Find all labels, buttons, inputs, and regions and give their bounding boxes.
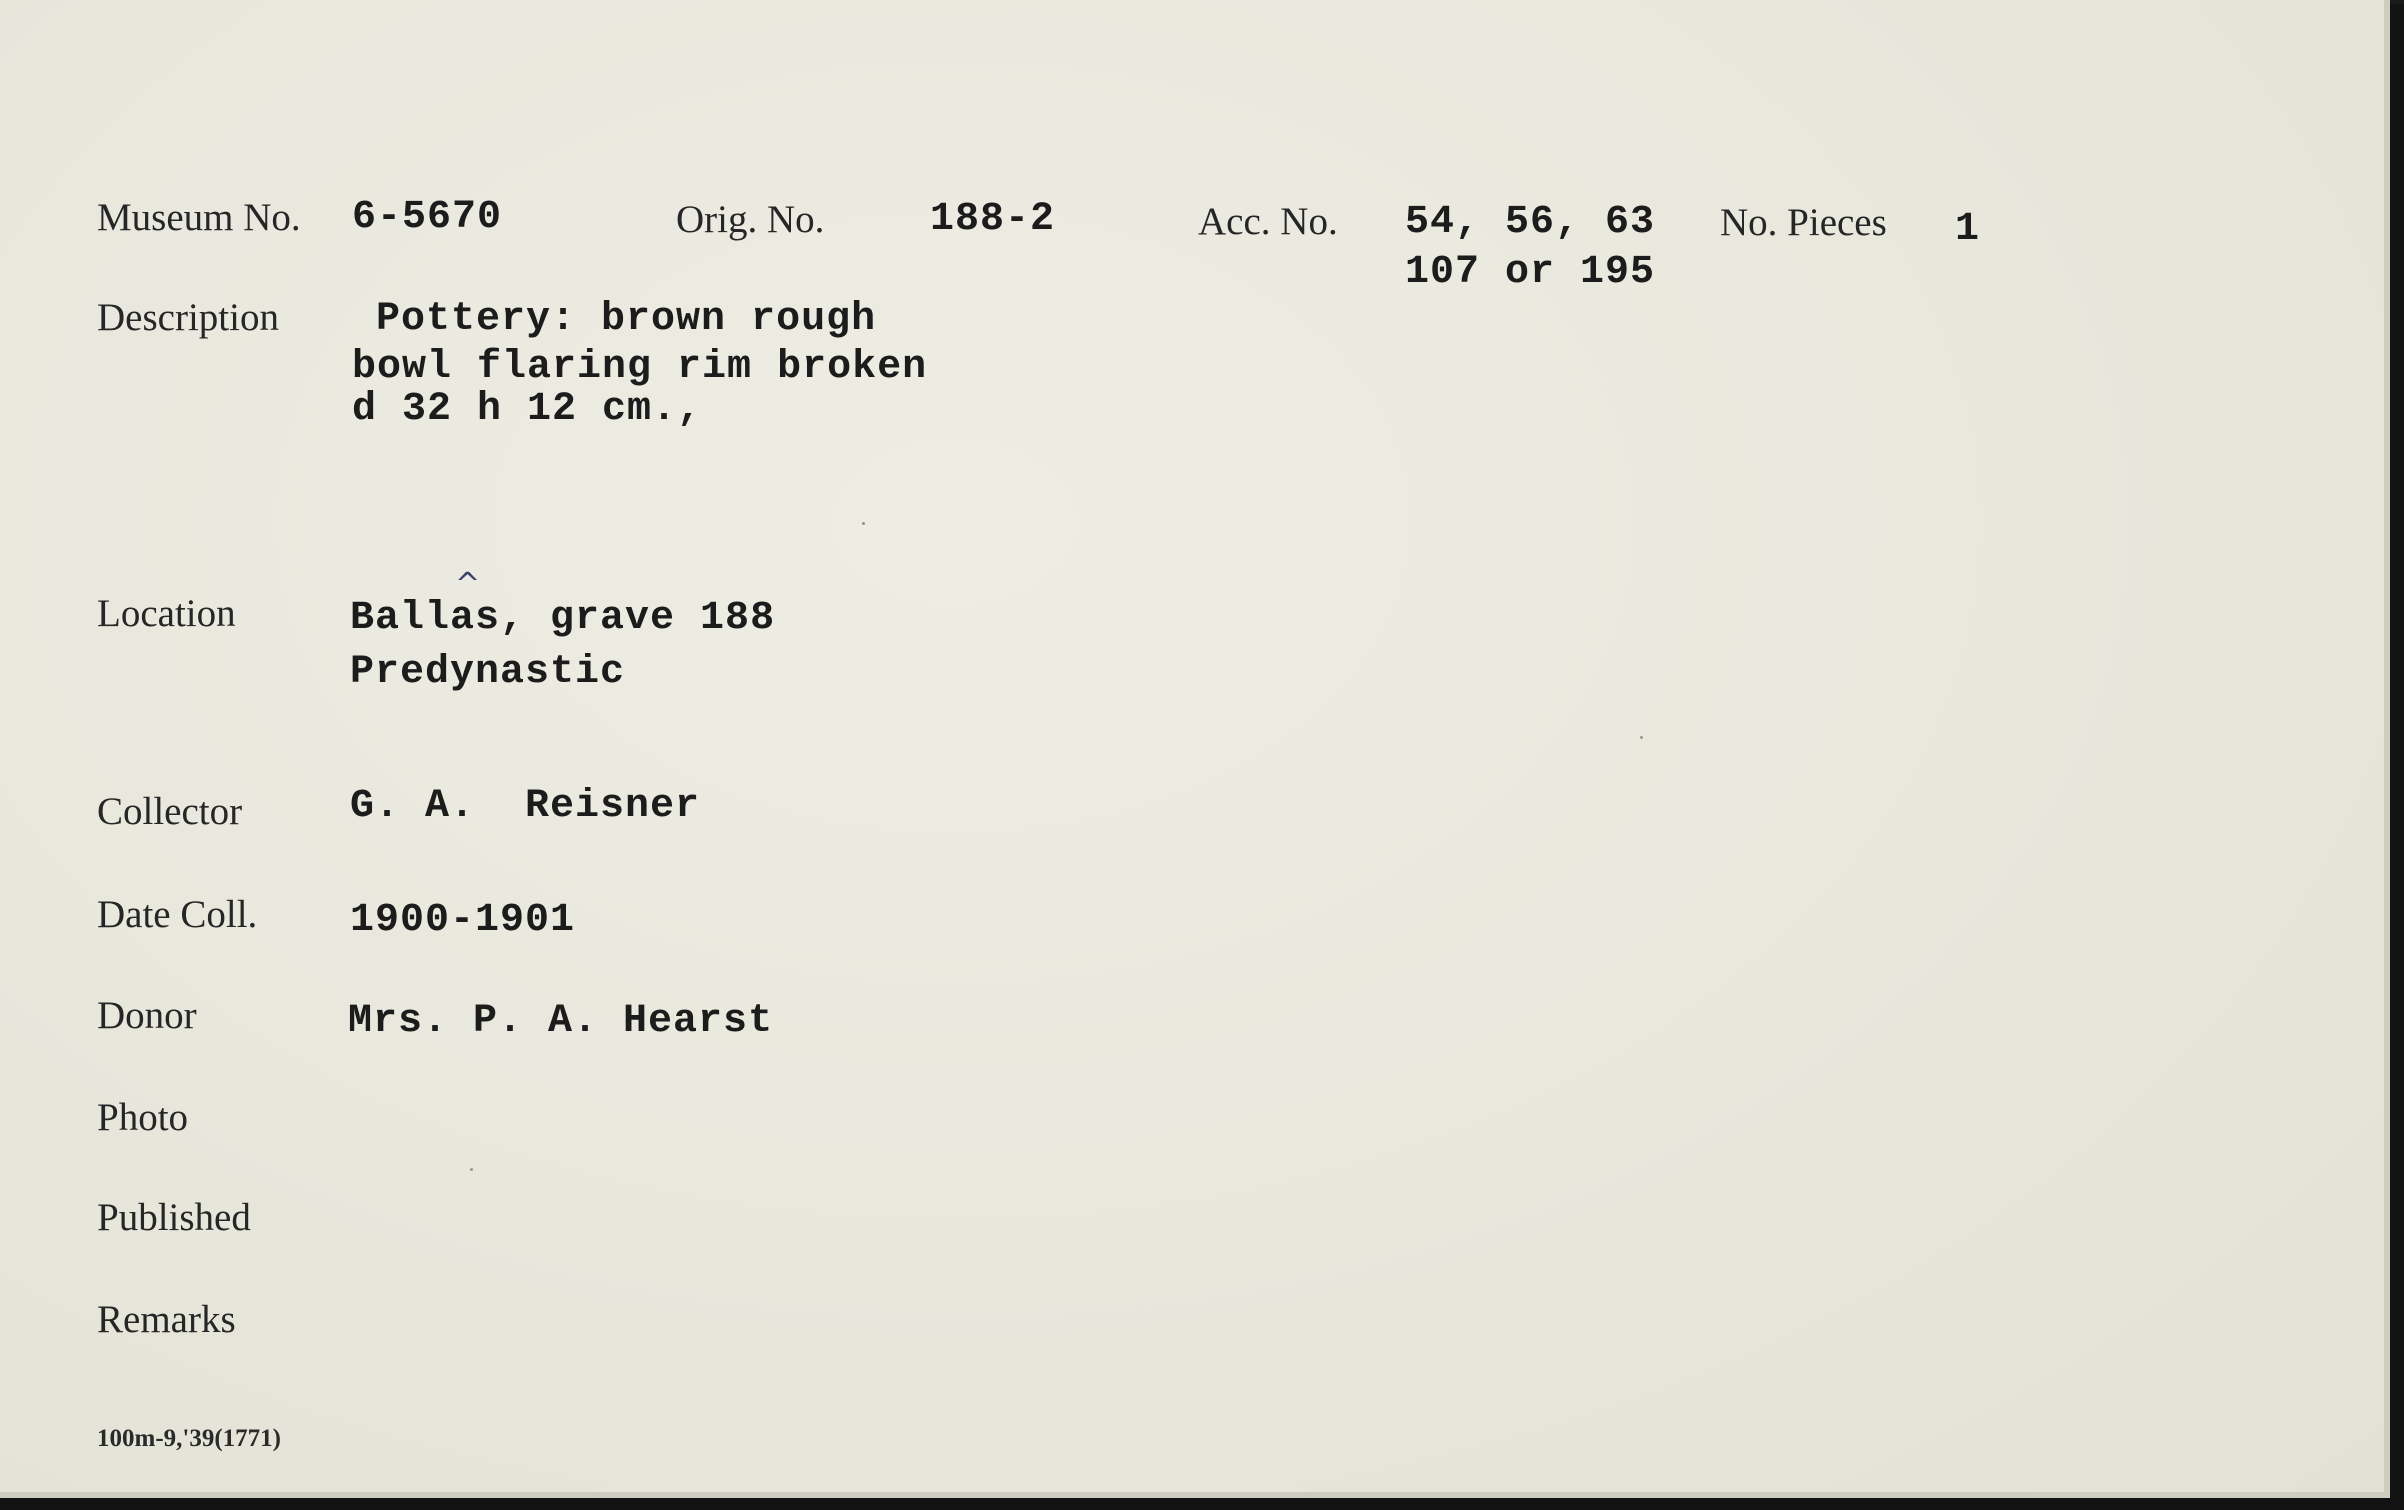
donor-label: Donor	[97, 994, 197, 1037]
museum-no-value: 6-5670	[352, 195, 503, 240]
paper-speck	[1640, 736, 1643, 739]
acc-no-line: 54, 56, 63	[1405, 200, 1656, 245]
acc-no-value	[1405, 198, 1655, 298]
published-label: Published	[97, 1196, 251, 1239]
paper-speck	[470, 1168, 473, 1171]
handwritten-caret-mark: ^	[455, 567, 481, 602]
location-label: Location	[97, 592, 236, 635]
paper-speck	[862, 522, 865, 525]
orig-no-label: Orig. No.	[676, 198, 825, 241]
description-value	[352, 296, 927, 434]
description-label: Description	[97, 296, 279, 339]
description-line: d 32 h 12 cm.,	[352, 387, 703, 432]
collector-label: Collector	[97, 790, 243, 833]
acc-no-line: 107 or 195	[1405, 250, 1656, 295]
no-pieces-label: No. Pieces	[1720, 201, 1887, 244]
acc-no-label: Acc. No.	[1198, 200, 1338, 243]
museum-no-label: Museum No.	[97, 196, 301, 239]
location-value	[350, 592, 775, 700]
date-coll-label: Date Coll.	[97, 893, 258, 936]
description-line: Pottery: brown rough	[376, 297, 877, 342]
remarks-label: Remarks	[97, 1298, 236, 1341]
date-coll-value: 1900-1901	[350, 898, 576, 943]
no-pieces-value: 1	[1955, 207, 1981, 252]
collector-value: G. A. Reisner	[350, 784, 701, 829]
donor-value: Mrs. P. A. Hearst	[348, 999, 774, 1044]
orig-no-value: 188-2	[930, 197, 1056, 242]
location-line: Predynastic	[350, 650, 626, 695]
location-line: Ballas, grave 188	[350, 596, 776, 641]
print-code: 100m-9,'39(1771)	[97, 1425, 281, 1452]
photo-label: Photo	[97, 1096, 189, 1139]
description-line: bowl flaring rim broken	[352, 345, 928, 390]
